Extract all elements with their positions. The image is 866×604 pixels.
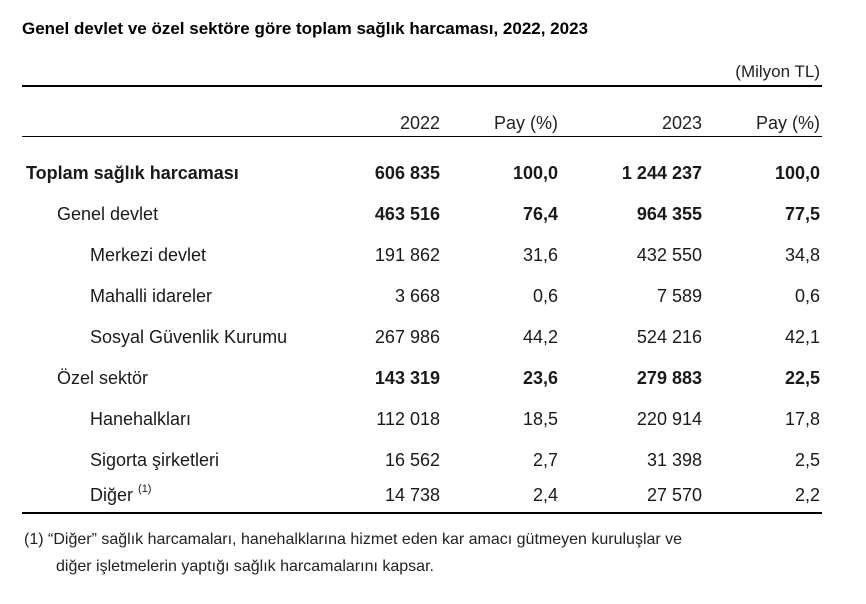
cell-share-2023: 2,5 bbox=[794, 450, 820, 470]
footnote-marker: (1) bbox=[138, 483, 152, 495]
table-row-private-sector bbox=[0, 368, 866, 396]
table-row-households bbox=[0, 409, 866, 437]
cell-2023: 964 355 bbox=[636, 204, 702, 224]
cell-2023: 31 398 bbox=[646, 450, 702, 470]
cell-share-2022: 18,5 bbox=[522, 409, 558, 429]
cell-share-2022: 0,6 bbox=[532, 286, 558, 306]
cell-share-2022: 2,4 bbox=[532, 485, 558, 505]
row-label: Genel devlet bbox=[57, 204, 159, 224]
table-row-other bbox=[0, 485, 866, 513]
row-label-other bbox=[90, 485, 151, 506]
row-label: Sigorta şirketleri bbox=[90, 450, 220, 470]
row-label: Hanehalkları bbox=[90, 409, 192, 429]
header-rule bbox=[22, 136, 822, 137]
cell-share-2023: 42,1 bbox=[784, 327, 820, 347]
cell-2022: 112 018 bbox=[376, 409, 440, 429]
cell-2022: 16 562 bbox=[384, 450, 440, 470]
table-row-total bbox=[0, 163, 866, 191]
top-rule bbox=[22, 85, 822, 87]
cell-2022: 463 516 bbox=[374, 204, 440, 224]
row-label: Toplam sağlık harcaması bbox=[26, 163, 239, 183]
table-row-social-security bbox=[0, 327, 866, 355]
cell-share-2023: 77,5 bbox=[784, 204, 820, 224]
bottom-rule bbox=[22, 512, 822, 514]
cell-share-2023: 2,2 bbox=[794, 485, 820, 505]
cell-2023: 524 216 bbox=[636, 327, 702, 347]
cell-2023: 432 550 bbox=[636, 245, 702, 265]
cell-share-2023: 0,6 bbox=[794, 286, 820, 306]
cell-2022: 267 986 bbox=[374, 327, 440, 347]
cell-share-2022: 2,7 bbox=[532, 450, 558, 470]
row-label: Merkezi devlet bbox=[90, 245, 207, 265]
cell-share-2022: 44,2 bbox=[522, 327, 558, 347]
table-row-insurance-companies bbox=[0, 450, 866, 478]
table-title: Genel devlet ve özel sektöre göre toplam sağlık harcaması, 2022, 2023 bbox=[22, 19, 589, 38]
cell-share-2023: 22,5 bbox=[784, 368, 820, 388]
cell-2022: 606 835 bbox=[374, 163, 440, 183]
row-label: Diğer bbox=[90, 485, 134, 505]
unit-label: (Milyon TL) bbox=[735, 62, 820, 81]
cell-share-2023: 17,8 bbox=[784, 409, 820, 429]
header-share-2023: Pay (%) bbox=[755, 113, 820, 133]
table-row-central-government bbox=[0, 245, 866, 273]
cell-share-2023: 100,0 bbox=[774, 163, 820, 183]
row-label: Mahalli idareler bbox=[90, 286, 213, 306]
cell-2023: 279 883 bbox=[636, 368, 702, 388]
cell-2022: 14 738 bbox=[384, 485, 440, 505]
header-2023: 2023 bbox=[661, 113, 702, 133]
header-2022: 2022 bbox=[399, 113, 440, 133]
cell-2022: 143 319 bbox=[374, 368, 440, 388]
row-label: Sosyal Güvenlik Kurumu bbox=[90, 327, 288, 347]
cell-2023: 7 589 bbox=[656, 286, 702, 306]
footnote bbox=[24, 526, 824, 580]
header-share-2022: Pay (%) bbox=[493, 113, 558, 133]
cell-2023: 220 914 bbox=[636, 409, 702, 429]
cell-share-2023: 34,8 bbox=[784, 245, 820, 265]
cell-share-2022: 31,6 bbox=[522, 245, 558, 265]
cell-share-2022: 23,6 bbox=[522, 368, 558, 388]
cell-2023: 1 244 237 bbox=[621, 163, 702, 183]
cell-share-2022: 100,0 bbox=[512, 163, 558, 183]
footnote-line-1: (1) “Diğer” sağlık harcamaları, hanehalklarına hizmet eden kar amacı gütmeyen kuruluşlar ve bbox=[24, 531, 683, 548]
cell-2022: 191 862 bbox=[374, 245, 440, 265]
footnote-line-2: diğer işletmelerin yaptığı sağlık harcamalarını kapsar. bbox=[56, 558, 434, 575]
cell-2023: 27 570 bbox=[646, 485, 702, 505]
table-row-general-government bbox=[0, 204, 866, 232]
cell-2022: 3 668 bbox=[394, 286, 440, 306]
table-row-local-administrations bbox=[0, 286, 866, 314]
cell-share-2022: 76,4 bbox=[522, 204, 558, 224]
row-label: Özel sektör bbox=[57, 368, 149, 388]
